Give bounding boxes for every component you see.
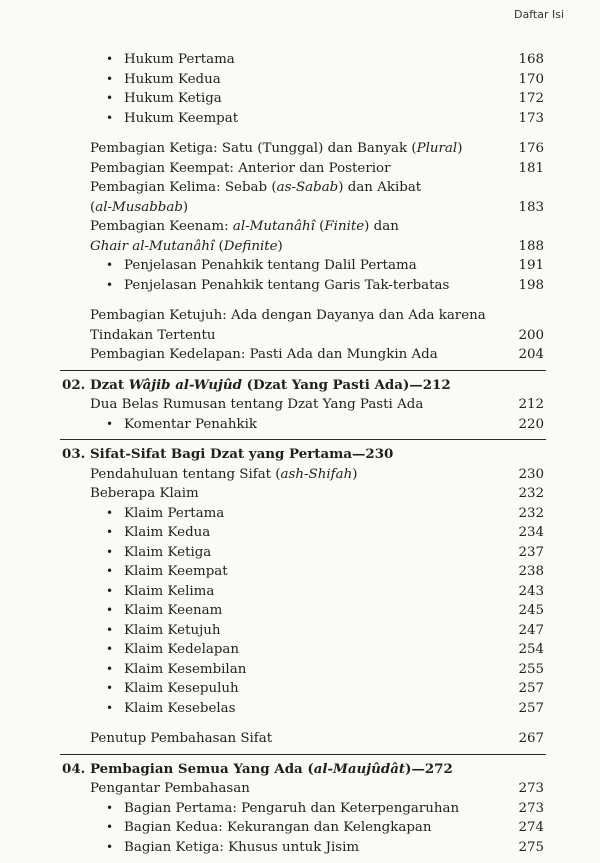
toc-subentry	[0, 256, 600, 276]
spacer	[0, 128, 600, 139]
bullet-icon: •	[106, 642, 114, 656]
toc-subentry	[0, 70, 600, 90]
toc-page-number: 237	[518, 544, 544, 560]
toc-subentry	[0, 109, 600, 129]
toc-entry-title: Pendahuluan tentang Sifat (ash-Shifah)	[90, 466, 358, 482]
toc-entry-title: Klaim Kesembilan	[124, 661, 247, 677]
bullet-icon: •	[106, 564, 114, 578]
toc-page-number: 181	[518, 160, 544, 176]
toc-entry-title: Klaim Kedelapan	[124, 642, 240, 657]
bullet-icon: •	[106, 839, 114, 854]
toc-subentry	[0, 504, 600, 524]
section-divider	[0, 365, 600, 376]
toc-entry	[0, 729, 600, 749]
toc-entry	[0, 198, 600, 218]
toc-entry-title: Penutup Pembahasan Sifat	[90, 731, 273, 746]
toc-entry	[0, 159, 600, 179]
toc-entry-title: Tindakan Tertentu	[90, 327, 216, 343]
toc-entry-title: Hukum Pertama	[124, 52, 235, 67]
bullet-icon: •	[106, 71, 114, 86]
toc-subentry	[0, 562, 600, 582]
bullet-icon: •	[106, 544, 114, 559]
bullet-icon: •	[106, 416, 114, 431]
bullet-icon: •	[106, 800, 114, 815]
toc-entry	[0, 217, 600, 237]
toc-subentry	[0, 699, 600, 719]
toc-page-number: 238	[518, 564, 544, 579]
toc-entry-title: Pembagian Ketiga: Satu (Tunggal) dan Banyak (Plural)	[90, 141, 463, 156]
toc-subentry	[0, 415, 600, 435]
toc-page-number: 188	[518, 238, 544, 254]
bullet-icon: •	[106, 700, 114, 715]
toc-entry	[0, 779, 600, 799]
toc-subentry	[0, 601, 600, 621]
bullet-icon: •	[106, 505, 114, 520]
toc-page-number: 273	[518, 800, 544, 816]
toc-page-number: 232	[518, 505, 544, 521]
toc-subentry	[0, 679, 600, 699]
toc-page-number: 254	[518, 642, 544, 657]
bullet-icon: •	[106, 820, 114, 834]
toc-subentry	[0, 660, 600, 680]
toc-subentry	[0, 89, 600, 109]
toc-subentry	[0, 543, 600, 563]
toc-page-number: 204	[518, 347, 544, 362]
toc-entry	[0, 306, 600, 326]
toc-page-number: 220	[518, 416, 544, 432]
bullet-icon: •	[106, 91, 114, 105]
bullet-icon: •	[106, 661, 114, 676]
toc-entry-title: Pembagian Kedelapan: Pasti Ada dan Mungkin Ada	[90, 347, 438, 362]
toc-entry-title: Klaim Keempat	[124, 564, 228, 579]
bullet-icon: •	[106, 525, 114, 539]
toc-subentry	[0, 818, 600, 838]
toc-page-number: 243	[518, 583, 544, 599]
toc-page-number: 267	[518, 731, 544, 746]
toc-entry-title: Hukum Ketiga	[124, 91, 222, 106]
toc-entry-title: Pembagian Keempat: Anterior dan Posterior	[90, 160, 391, 176]
bullet-icon: •	[106, 277, 114, 292]
toc-entry-title: 04. Pembagian Semua Yang Ada (al-Maujûdât)—272	[62, 760, 453, 777]
bullet-icon: •	[106, 583, 114, 598]
running-header: Daftar Isi	[514, 8, 564, 21]
toc-page-number: 230	[518, 466, 544, 482]
toc-entry-title: Klaim Ketujuh	[124, 622, 221, 638]
toc-page-number: 198	[518, 277, 544, 293]
toc-subentry	[0, 523, 600, 543]
toc-page-number: 191	[518, 258, 544, 273]
toc-subentry	[0, 838, 600, 858]
toc-entry-title: Dua Belas Rumusan tentang Dzat Yang Pasti Ada	[90, 397, 424, 412]
toc-entry-title: Pembagian Keenam: al-Mutanâhî (Finite) dan	[90, 219, 399, 234]
toc-entry-title: Klaim Pertama	[124, 505, 225, 521]
toc-entry-title: Klaim Keenam	[124, 603, 223, 618]
toc-entry	[0, 484, 600, 504]
bullet-icon: •	[106, 681, 114, 695]
toc-entry-title: (al-Musabbab)	[90, 199, 189, 215]
toc-entry-title: Bagian Kedua: Kekurangan dan Kelengkapan	[124, 820, 432, 835]
toc-entry-title: Beberapa Klaim	[90, 486, 199, 501]
toc-page-number: 173	[518, 110, 544, 126]
toc-entry-title: 02. Dzat Wâjib al-Wujûd (Dzat Yang Pasti Ada)—212	[62, 376, 451, 393]
bullet-icon: •	[106, 622, 114, 637]
toc-entry-title: Penjelasan Penahkik tentang Garis Tak-terbatas	[124, 277, 450, 293]
toc-page-number: 275	[518, 839, 544, 855]
toc-entry	[0, 395, 600, 415]
toc-entry	[0, 345, 600, 365]
toc-entry-title: Pembagian Kelima: Sebab (as-Sabab) dan Akibat	[90, 180, 422, 195]
toc-page-number: 172	[518, 91, 544, 106]
toc-entry-title: Klaim Kesepuluh	[124, 681, 239, 696]
toc-entry-title: Pembagian Ketujuh: Ada dengan Dayanya dan Ada karena	[90, 308, 486, 323]
spacer	[0, 718, 600, 729]
toc-page-number: 168	[518, 52, 544, 67]
toc-page-number: 200	[518, 327, 544, 343]
toc-subentry	[0, 582, 600, 602]
toc-entry-title: Komentar Penahkik	[124, 416, 258, 432]
toc-subentry	[0, 621, 600, 641]
toc-subentry	[0, 799, 600, 819]
toc-section-heading	[0, 445, 600, 465]
toc-entry-title: Bagian Ketiga: Khusus untuk Jisim	[124, 839, 360, 855]
toc-entry	[0, 139, 600, 159]
toc-page-number: 274	[518, 820, 544, 835]
toc-subentry	[0, 276, 600, 296]
toc-page-number: 257	[518, 681, 544, 696]
toc-entry-title: Klaim Ketiga	[124, 544, 212, 560]
section-divider	[0, 749, 600, 760]
toc-page-number: 183	[518, 199, 544, 215]
toc-section-heading	[0, 376, 600, 396]
section-divider	[0, 434, 600, 445]
toc-page-number: 273	[518, 781, 544, 796]
bullet-icon: •	[106, 110, 114, 125]
toc-entry-title: Klaim Kelima	[124, 583, 215, 599]
toc-entry-title: Ghair al-Mutanâhî (Definite)	[90, 238, 283, 254]
toc-page-number: 212	[518, 397, 544, 412]
toc-entry-title: Pengantar Pembahasan	[90, 781, 250, 796]
toc-entry-title: Penjelasan Penahkik tentang Dalil Pertama	[124, 258, 417, 273]
toc-page-number: 232	[518, 486, 544, 501]
toc-entry-title: Bagian Pertama: Pengaruh dan Keterpengaruhan	[124, 800, 460, 816]
toc-page-number: 245	[518, 603, 544, 618]
bullet-icon: •	[106, 603, 114, 617]
toc-page-number: 257	[518, 700, 544, 716]
toc-entry	[0, 326, 600, 346]
spacer	[0, 295, 600, 306]
toc-page-number: 176	[518, 141, 544, 156]
toc-entry	[0, 178, 600, 198]
toc-page-number: 247	[518, 622, 544, 638]
toc-subentry	[0, 50, 600, 70]
toc-page-number: 255	[518, 661, 544, 677]
toc-entry	[0, 465, 600, 485]
bullet-icon: •	[106, 258, 114, 272]
table-of-contents	[0, 50, 600, 857]
toc-section-heading	[0, 760, 600, 780]
toc-entry-title: 03. Sifat-Sifat Bagi Dzat yang Pertama—230	[62, 446, 394, 462]
toc-page-number: 170	[518, 71, 544, 87]
toc-entry-title: Klaim Kedua	[124, 525, 211, 540]
toc-page-number: 234	[518, 525, 544, 540]
toc-entry-title: Hukum Keempat	[124, 110, 239, 126]
toc-subentry	[0, 640, 600, 660]
toc-entry-title: Hukum Kedua	[124, 71, 221, 87]
toc-entry	[0, 237, 600, 257]
bullet-icon: •	[106, 52, 114, 66]
toc-entry-title: Klaim Kesebelas	[124, 700, 236, 716]
